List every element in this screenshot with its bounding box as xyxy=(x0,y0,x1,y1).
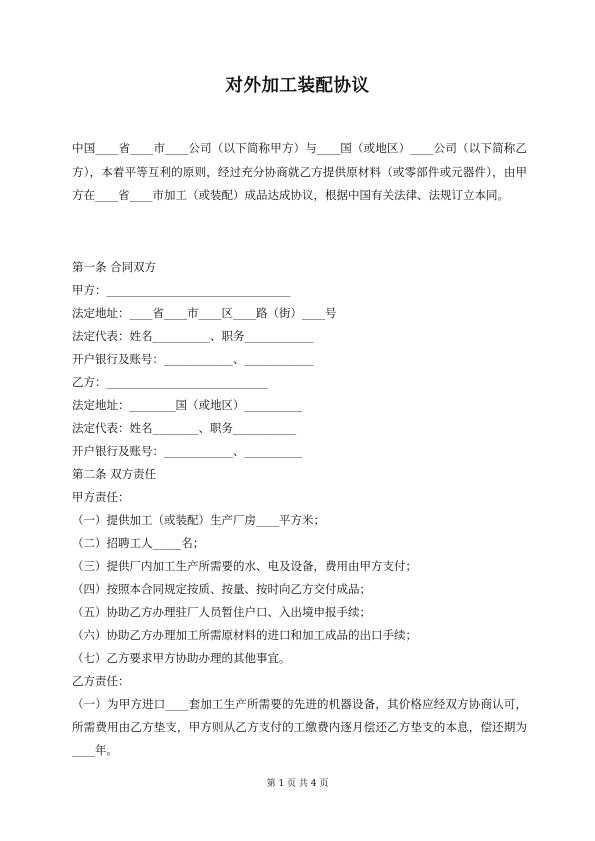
party-a-duty-item: （四）按照本合同规定按质、按量、按时向乙方交付成品； xyxy=(72,582,371,596)
party-b-duty-item: （一）为甲方进口____套加工生产所需要的先进的机器设备，其价格应经双方协商认可，所需费用由乙方垫支，甲方则从乙方支付的工缴费内逐月偿还乙方垫支的本息，偿还期为____年。 xyxy=(72,697,527,757)
party-b-representative-field: 法定代表：姓名________、职务___________ xyxy=(72,421,297,435)
party-a-duty-item: （六）协助乙方办理加工所需原材料的进口和加工成品的出口手续； xyxy=(72,628,417,642)
party-a-address-field: 法定地址：____省____市____区____路（街）____号 xyxy=(72,306,337,320)
document-title: 对外加工装配协议 xyxy=(225,76,370,96)
intro-paragraph: 中国____省____市____公司（以下简称甲方）与____国（或地区）____公司（以下简称乙方），本着平等互利的原则，经过充分协商就乙方提供原材料（或零部件或元器件），由甲方在____省____市加工（或装配）成品达成协议，根据中国有关法律、法规订立本同。 xyxy=(72,141,527,202)
party-b-bank-field: 开户银行及账号：____________、__________ xyxy=(72,444,302,458)
article-1-heading: 第一条 合同双方 xyxy=(72,260,157,274)
article-2-heading: 第二条 双方责任 xyxy=(72,467,157,481)
party-a-bank-field: 开户银行及账号：____________、____________ xyxy=(72,352,314,366)
party-b-address-field: 法定地址：________国（或地区）__________ xyxy=(72,398,302,412)
party-b-name-field: 乙方：____________________________ xyxy=(72,375,268,389)
party-a-duty-item: （五）协助乙方办理驻厂人员暂住户口、入出境申报手续； xyxy=(72,605,371,619)
party-a-duties-label: 甲方责任： xyxy=(72,490,130,504)
party-a-duty-item: （三）提供厂内加工生产所需要的水、电及设备，费用由甲方支付； xyxy=(72,559,417,573)
page-number: 第 1 页 共 4 页 xyxy=(266,779,329,789)
party-a-name-field: 甲方：________________________________ xyxy=(72,283,291,297)
document-body xyxy=(72,256,527,762)
party-a-duty-item: （七）乙方要求甲方协助办理的其他事宜。 xyxy=(72,651,291,665)
party-a-representative-field: 法定代表：姓名__________、职务____________ xyxy=(72,329,314,343)
party-a-duty-item: （一）提供加工（或装配）生产厂房____平方米； xyxy=(72,513,325,527)
party-b-duties-label: 乙方责任： xyxy=(72,674,130,688)
party-a-duty-item: （二）招聘工人_____名； xyxy=(72,536,205,550)
